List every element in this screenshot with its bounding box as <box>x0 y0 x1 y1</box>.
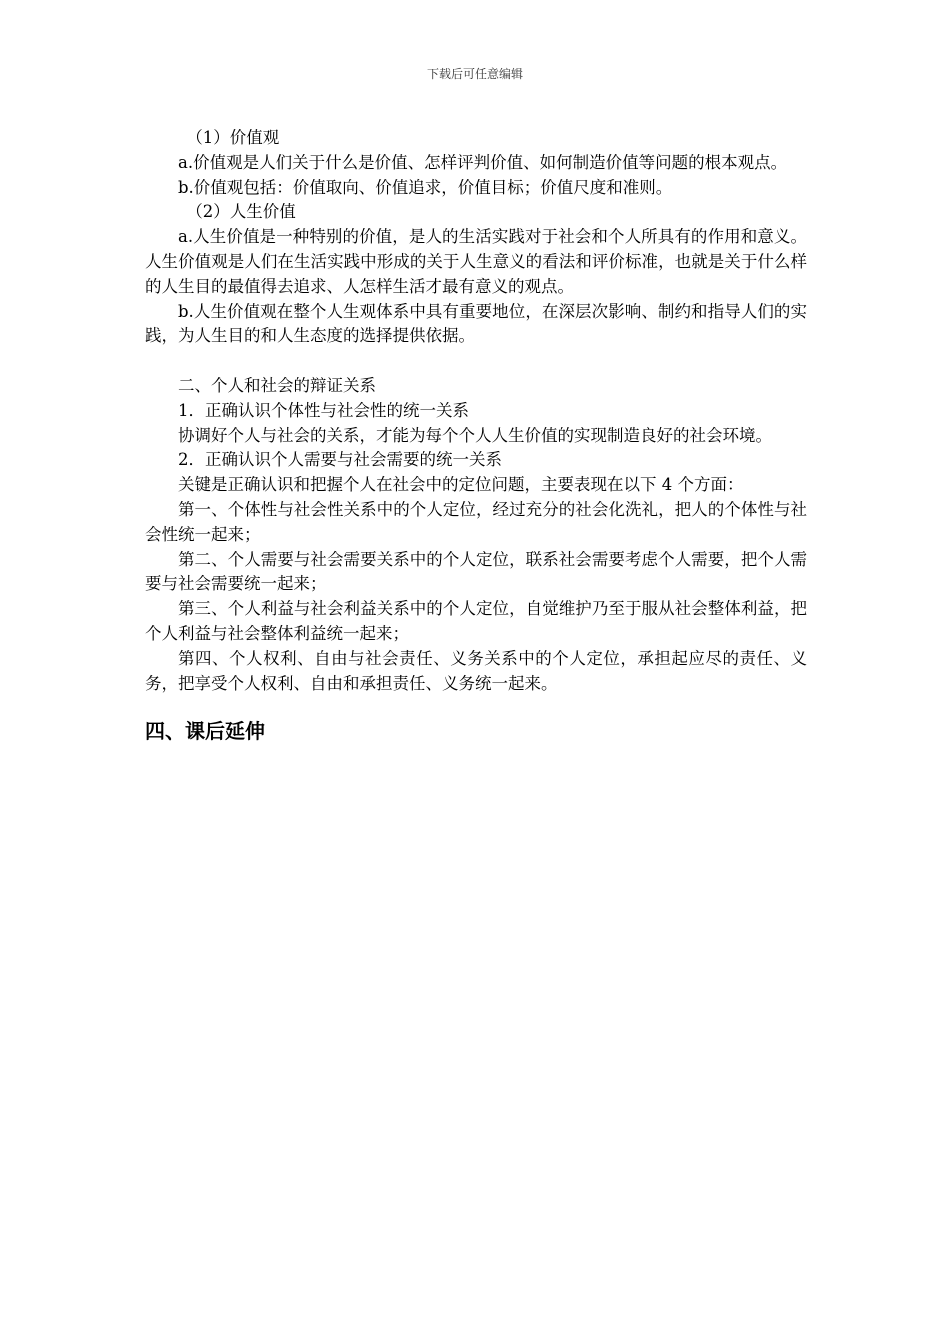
dialectic-item1-text: 协调好个人与社会的关系，才能为每个个人人生价值的实现制造良好的社会环境。 <box>178 425 772 445</box>
values-paragraph-b: b.价值观包括：价值取向、价值追求，价值目标；价值尺度和准则。 <box>178 177 673 197</box>
values-paragraph-a: a.价值观是人们关于什么是价值、怎样评判价值、如何制造价值等问题的根本观点。 <box>178 152 788 172</box>
dialectic-heading: 二、个人和社会的辩证关系 <box>178 375 376 395</box>
life-value-paragraph-a: a.人生价值是一种特别的价值，是人的生活实践对于社会和个人所具有的作用和意义。人生价值观是人们在生活实践中形成的关于人生意义的看法和评价标准，也就是关于什么样的人生目的最值得去追求、人怎样生活才最有意义的观点。 <box>145 227 807 296</box>
values-heading: （1）价值观 <box>186 128 280 147</box>
dialectic-item2-text: 关键是正确认识和把握个人在社会中的定位问题，主要表现在以下 4 个方面： <box>178 475 744 495</box>
paragraph-spacer <box>145 349 807 374</box>
dialectic-point-1: 第一、个体性与社会性关系中的个人定位，经过充分的社会化洗礼，把人的个体性与社会性统一起来； <box>145 499 807 544</box>
section-four-heading: 四、课后延伸 <box>145 719 265 744</box>
life-value-heading: （2）人生价值 <box>186 202 296 222</box>
document-body <box>145 126 807 746</box>
dialectic-point-2: 第二、个人需要与社会需要关系中的个人定位，联系社会需要考虑个人需要，把个人需要与社会需要统一起来； <box>145 549 807 594</box>
dialectic-point-4: 第四、个人权利、自由与社会责任、义务关系中的个人定位，承担起应尽的责任、义务，把享受个人权利、自由和承担责任、义务统一起来。 <box>145 648 807 693</box>
dialectic-item2-title: 2．正确认识个人需要与社会需要的统一关系 <box>178 450 502 470</box>
page-header: 下载后可任意编辑 <box>426 67 523 81</box>
dialectic-point-3: 第三、个人利益与社会利益关系中的个人定位，自觉维护乃至于服从社会整体利益，把个人利益与社会整体利益统一起来； <box>145 599 807 643</box>
dialectic-item1-title: 1．正确认识个体性与社会性的统一关系 <box>178 400 469 420</box>
life-value-paragraph-b: b.人生价值观在整个人生观体系中具有重要地位，在深层次影响、制约和指导人们的实践，为人生目的和人生态度的选择提供依据。 <box>145 301 807 346</box>
